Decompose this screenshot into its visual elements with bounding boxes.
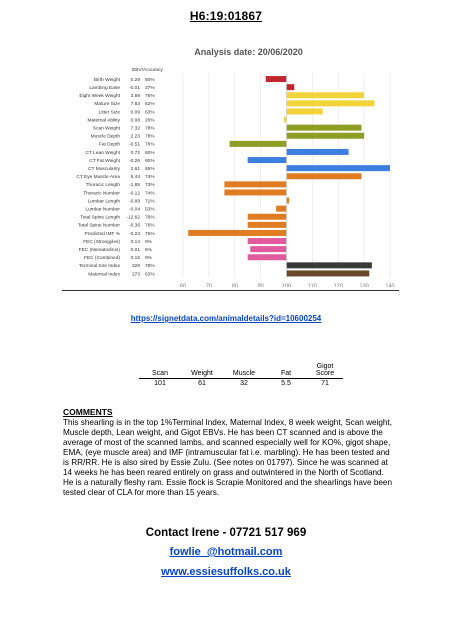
divider <box>62 290 399 291</box>
trait-bar <box>248 222 287 228</box>
trait-label: FEC (Strongyles) <box>83 239 120 245</box>
scan-table <box>139 362 343 388</box>
trait-label: Total Spine Number <box>77 223 120 229</box>
trait-bar <box>248 238 287 244</box>
trait-ebv-value: -0.26 <box>129 158 140 164</box>
trait-label: Lumbar Number <box>85 207 120 213</box>
trait-label: Mature Size <box>94 102 120 108</box>
trait-bar <box>248 254 287 260</box>
trait-label: Predicted IMF % <box>84 231 120 237</box>
accuracy-column-header: Accuracy <box>143 68 163 73</box>
x-tick-label: 100 <box>281 283 292 287</box>
muscle-value: 32 <box>240 380 248 387</box>
trait-label: Scan Weight <box>92 126 120 132</box>
trait-ebv-value: 0.08 <box>130 118 140 124</box>
trait-bar <box>287 133 365 139</box>
x-tick-label: 130 <box>359 283 369 287</box>
trait-bar <box>287 100 375 106</box>
scan-table-row <box>139 379 343 389</box>
trait-label: Eight Week Weight <box>79 94 120 100</box>
trait-ebv-value: 273 <box>131 272 140 278</box>
trait-accuracy-value: 80% <box>145 77 155 83</box>
trait-ebv-value: -0.51 <box>129 142 140 148</box>
trait-accuracy-value: 60% <box>145 158 155 164</box>
trait-bar <box>248 214 287 220</box>
gigot-value: 71 <box>321 380 329 387</box>
trait-label: CT Eye Muscle Area <box>76 175 120 181</box>
trait-ebv-value: -0.01 <box>129 85 140 91</box>
trait-bar <box>287 125 362 131</box>
trait-ebv-value: 0.09 <box>130 110 140 116</box>
animal-details-link[interactable]: https://signetdata.com/animaldetails?id=10600254 <box>130 314 322 323</box>
trait-bar <box>287 270 370 276</box>
trait-label: CT Muscularity <box>88 166 120 172</box>
x-tick-label: 80 <box>231 283 238 287</box>
x-tick-label: 140 <box>385 283 395 287</box>
website-link[interactable]: www.essiesuffolks.co.uk <box>161 566 291 578</box>
trait-accuracy-value: 9% <box>145 256 152 262</box>
trait-ebv-value: 3.69 <box>130 94 140 100</box>
scan-table-header-row <box>139 362 343 379</box>
trait-ebv-value: -0.23 <box>129 231 140 237</box>
x-tick-label: 90 <box>257 283 264 287</box>
trait-bar <box>266 76 287 82</box>
trait-accuracy-value: 37% <box>145 85 155 91</box>
trait-ebv-value: 2.61 <box>130 166 140 172</box>
scan-header-cell: Scan <box>139 362 181 379</box>
scan-value: 101 <box>154 380 166 387</box>
trait-ebv-value: 0.01 <box>130 247 140 253</box>
x-tick-label: 70 <box>205 283 212 287</box>
trait-bar <box>287 173 362 179</box>
trait-label: Litter Size <box>98 110 120 116</box>
fat-header-cell: Fat <box>265 362 307 379</box>
trait-accuracy-value: 63% <box>145 110 155 116</box>
weight-header-cell: Weight <box>181 362 223 379</box>
trait-ebv-value: 2.23 <box>130 134 140 140</box>
trait-bar <box>248 157 287 163</box>
trait-ebv-value: 7.63 <box>130 102 140 108</box>
trait-label: CT Lean Weight <box>85 150 120 156</box>
trait-ebv-value: -1.85 <box>129 183 140 189</box>
trait-label: Maternal Ability <box>87 118 120 124</box>
trait-bar <box>276 206 286 212</box>
trait-ebv-value: -12.62 <box>126 215 140 221</box>
trait-label: Thoracic Number <box>83 191 120 197</box>
trait-accuracy-value: 60% <box>145 150 155 156</box>
chart-title: Analysis date: 20/06/2020 <box>194 47 303 57</box>
trait-label: Fat Depth <box>98 142 120 148</box>
trait-bar <box>230 141 287 147</box>
trait-accuracy-value: 76% <box>145 223 155 229</box>
trait-accuracy-value: 78% <box>145 126 155 132</box>
trait-accuracy-value: 63% <box>145 272 155 278</box>
gigot-header-cell: Gigot Score <box>307 362 343 379</box>
ebv-chart <box>62 42 402 287</box>
trait-ebv-value: 0.72 <box>130 150 140 156</box>
trait-bar <box>188 230 286 236</box>
trait-bar <box>287 108 323 114</box>
trait-label: Total Spine Length <box>80 215 120 221</box>
trait-accuracy-value: 71% <box>145 199 155 205</box>
trait-bar <box>250 246 286 252</box>
trait-bar <box>287 198 290 204</box>
trait-accuracy-value: 9% <box>145 239 152 245</box>
trait-accuracy-value: 65% <box>145 166 155 172</box>
comments-text: This shearling is in the top 1%Terminal Index, Maternal Index, 8 week weight, Scan weight, Muscle depth, Lean weight, and Gigot EBVs. He has been CT scanned and is above the average of most of the scanned lambs, and scanned especially well for KO%, gigot shape, EMA, (eye muscle area) and IMF (intramuscular fat i.e. marbling). He has been tested and is RR/RR. He is also sired by Essie Zulu. (See notes on 01797). Since he was scanned at 14 weeks he has been reared entirely on grass and outwintered in the North of Scotland. He is a naturally fleshy ram. Essie flock is Scrapie Monitored and the shearlings have been tested clear of CLA for more than 15 years. <box>63 418 393 497</box>
trait-bar <box>224 181 286 187</box>
trait-label: Lumbar Length <box>87 199 120 205</box>
weight-value: 61 <box>198 380 206 387</box>
comments-heading: COMMENTS <box>63 407 113 417</box>
trait-ebv-value: -0.36 <box>129 223 140 229</box>
trait-bar <box>284 117 287 123</box>
x-tick-label: 120 <box>333 283 343 287</box>
trait-accuracy-value: 78% <box>145 134 155 140</box>
trait-accuracy-value: 75% <box>145 231 155 237</box>
trait-bar <box>287 84 295 90</box>
trait-label: FEC (Nematodirus) <box>78 247 120 253</box>
trait-ebv-value: 329 <box>131 264 140 270</box>
trait-accuracy-value: 53% <box>145 207 155 213</box>
trait-bar <box>287 149 349 155</box>
trait-label: Muscle Depth <box>90 134 120 140</box>
trait-label: Thoracic Length <box>85 183 120 189</box>
fat-value: 5.5 <box>281 380 291 387</box>
trait-accuracy-value: 62% <box>145 102 155 108</box>
trait-label: Lambing Ease <box>89 85 120 91</box>
x-tick-label: 110 <box>307 283 317 287</box>
trait-bar <box>287 165 391 171</box>
trait-accuracy-value: 73% <box>145 183 155 189</box>
trait-accuracy-value: 74% <box>145 191 155 197</box>
trait-label: Maternal Index <box>88 272 120 278</box>
trait-accuracy-value: 74% <box>145 175 155 181</box>
trait-ebv-value: 0.14 <box>130 239 140 245</box>
trait-bar <box>287 92 365 98</box>
contact-phone: Contact Irene - 07721 517 969 <box>145 527 307 539</box>
trait-ebv-value: -0.89 <box>129 199 140 205</box>
trait-label: Terminal Sire Index <box>78 264 120 270</box>
trait-accuracy-value: 76% <box>145 142 155 148</box>
ebv-chart-svg <box>62 42 402 287</box>
page-title: H6:19:01867 <box>189 9 263 23</box>
trait-ebv-value: 0.29 <box>130 77 140 83</box>
trait-bar <box>224 189 286 195</box>
trait-accuracy-value: 6% <box>145 247 152 253</box>
trait-ebv-value: -0.04 <box>129 207 140 213</box>
trait-label: FEC (Combined) <box>84 256 120 262</box>
trait-accuracy-value: 76% <box>145 215 155 221</box>
trait-accuracy-value: 20% <box>145 118 155 124</box>
trait-label: CT Fat Weight <box>89 158 120 164</box>
trait-bar <box>287 262 372 268</box>
trait-accuracy-value: 78% <box>145 264 155 270</box>
muscle-header-cell: Muscle <box>223 362 265 379</box>
x-tick-label: 60 <box>179 283 187 287</box>
trait-ebv-value: 0.15 <box>130 256 140 262</box>
contact-email-link[interactable]: fowlie_@hotmail.com <box>169 546 283 558</box>
trait-ebv-value: 5.44 <box>130 175 140 181</box>
trait-label: Birth Weight <box>93 77 120 83</box>
trait-accuracy-value: 76% <box>145 94 155 100</box>
trait-ebv-value: -0.12 <box>129 191 140 197</box>
ebv-column-header: EBV/ <box>132 68 143 73</box>
trait-ebv-value: 7.32 <box>130 126 140 132</box>
